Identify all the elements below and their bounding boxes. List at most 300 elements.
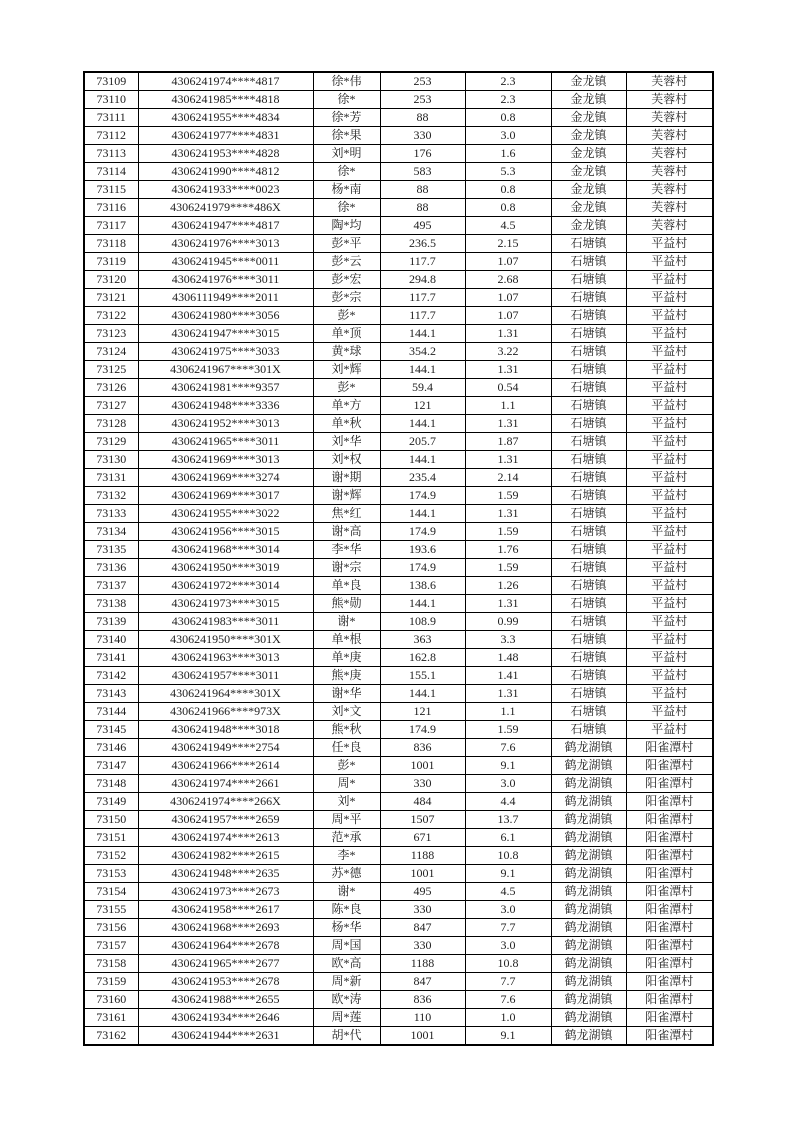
village-cell: 阳雀潭村 <box>626 793 713 811</box>
id-number-cell: 4306241952****3013 <box>138 415 313 433</box>
name-cell: 彭* <box>313 757 380 775</box>
id-number-cell: 4306241953****4828 <box>138 145 313 163</box>
id-number-cell: 4306241947****4817 <box>138 217 313 235</box>
town-cell: 石塘镇 <box>551 271 626 289</box>
village-cell: 平益村 <box>626 541 713 559</box>
table-row <box>84 595 713 613</box>
village-cell: 平益村 <box>626 685 713 703</box>
area-cell: 3.3 <box>465 631 551 649</box>
town-cell: 石塘镇 <box>551 613 626 631</box>
amount-cell: 836 <box>380 739 465 757</box>
amount-cell: 108.9 <box>380 613 465 631</box>
id-number-cell: 4306241968****3014 <box>138 541 313 559</box>
village-cell: 平益村 <box>626 415 713 433</box>
table-row <box>84 955 713 973</box>
id-number-cell: 4306241957****2659 <box>138 811 313 829</box>
table-row <box>84 343 713 361</box>
name-cell: 刘*权 <box>313 451 380 469</box>
area-cell: 3.0 <box>465 127 551 145</box>
serial-number-cell: 73143 <box>84 685 138 703</box>
area-cell: 1.31 <box>465 595 551 613</box>
town-cell: 鹤龙湖镇 <box>551 919 626 937</box>
amount-cell: 583 <box>380 163 465 181</box>
area-cell: 1.31 <box>465 415 551 433</box>
village-cell: 阳雀潭村 <box>626 973 713 991</box>
table-row <box>84 163 713 181</box>
area-cell: 1.6 <box>465 145 551 163</box>
id-number-cell: 4306241974****266X <box>138 793 313 811</box>
amount-cell: 144.1 <box>380 415 465 433</box>
id-number-cell: 4306241933****0023 <box>138 181 313 199</box>
amount-cell: 847 <box>380 973 465 991</box>
amount-cell: 174.9 <box>380 559 465 577</box>
town-cell: 金龙镇 <box>551 145 626 163</box>
area-cell: 3.0 <box>465 775 551 793</box>
amount-cell: 1188 <box>380 955 465 973</box>
village-cell: 芙蓉村 <box>626 109 713 127</box>
table-row <box>84 487 713 505</box>
town-cell: 石塘镇 <box>551 721 626 739</box>
area-cell: 3.0 <box>465 937 551 955</box>
table-row <box>84 1009 713 1027</box>
area-cell: 1.59 <box>465 487 551 505</box>
id-number-cell: 4306241974****4817 <box>138 72 313 91</box>
serial-number-cell: 73123 <box>84 325 138 343</box>
village-cell: 芙蓉村 <box>626 91 713 109</box>
village-cell: 平益村 <box>626 595 713 613</box>
area-cell: 2.68 <box>465 271 551 289</box>
amount-cell: 176 <box>380 145 465 163</box>
serial-number-cell: 73156 <box>84 919 138 937</box>
area-cell: 3.0 <box>465 901 551 919</box>
town-cell: 石塘镇 <box>551 595 626 613</box>
table-row <box>84 667 713 685</box>
name-cell: 徐* <box>313 163 380 181</box>
town-cell: 石塘镇 <box>551 469 626 487</box>
village-cell: 阳雀潭村 <box>626 901 713 919</box>
amount-cell: 671 <box>380 829 465 847</box>
town-cell: 鹤龙湖镇 <box>551 901 626 919</box>
name-cell: 彭*平 <box>313 235 380 253</box>
name-cell: 欧*高 <box>313 955 380 973</box>
serial-number-cell: 73126 <box>84 379 138 397</box>
village-cell: 芙蓉村 <box>626 72 713 91</box>
town-cell: 石塘镇 <box>551 253 626 271</box>
serial-number-cell: 73115 <box>84 181 138 199</box>
town-cell: 石塘镇 <box>551 559 626 577</box>
town-cell: 鹤龙湖镇 <box>551 793 626 811</box>
name-cell: 陈*良 <box>313 901 380 919</box>
name-cell: 杨*南 <box>313 181 380 199</box>
table-row <box>84 685 713 703</box>
area-cell: 1.87 <box>465 433 551 451</box>
id-number-cell: 4306241956****3015 <box>138 523 313 541</box>
amount-cell: 1001 <box>380 757 465 775</box>
town-cell: 金龙镇 <box>551 109 626 127</box>
amount-cell: 144.1 <box>380 685 465 703</box>
amount-cell: 836 <box>380 991 465 1009</box>
town-cell: 石塘镇 <box>551 541 626 559</box>
area-cell: 1.31 <box>465 685 551 703</box>
area-cell: 1.07 <box>465 307 551 325</box>
village-cell: 阳雀潭村 <box>626 919 713 937</box>
area-cell: 4.5 <box>465 883 551 901</box>
area-cell: 2.3 <box>465 72 551 91</box>
amount-cell: 144.1 <box>380 505 465 523</box>
table-row <box>84 649 713 667</box>
village-cell: 平益村 <box>626 235 713 253</box>
town-cell: 金龙镇 <box>551 72 626 91</box>
amount-cell: 117.7 <box>380 307 465 325</box>
town-cell: 鹤龙湖镇 <box>551 739 626 757</box>
village-cell: 平益村 <box>626 577 713 595</box>
amount-cell: 174.9 <box>380 523 465 541</box>
name-cell: 彭* <box>313 307 380 325</box>
village-cell: 平益村 <box>626 487 713 505</box>
town-cell: 金龙镇 <box>551 181 626 199</box>
area-cell: 1.48 <box>465 649 551 667</box>
serial-number-cell: 73159 <box>84 973 138 991</box>
id-number-cell: 4306241958****2617 <box>138 901 313 919</box>
serial-number-cell: 73119 <box>84 253 138 271</box>
name-cell: 焦*红 <box>313 505 380 523</box>
village-cell: 平益村 <box>626 325 713 343</box>
serial-number-cell: 73148 <box>84 775 138 793</box>
amount-cell: 138.6 <box>380 577 465 595</box>
id-number-cell: 4306241979****486X <box>138 199 313 217</box>
village-cell: 平益村 <box>626 469 713 487</box>
serial-number-cell: 73116 <box>84 199 138 217</box>
village-cell: 平益村 <box>626 451 713 469</box>
serial-number-cell: 73109 <box>84 72 138 91</box>
id-number-cell: 4306241972****3014 <box>138 577 313 595</box>
area-cell: 1.59 <box>465 559 551 577</box>
amount-cell: 495 <box>380 217 465 235</box>
table-row <box>84 703 713 721</box>
table-row <box>84 883 713 901</box>
table-body <box>84 72 713 1045</box>
id-number-cell: 4306241934****2646 <box>138 1009 313 1027</box>
id-number-cell: 4306241973****2673 <box>138 883 313 901</box>
name-cell: 彭*宗 <box>313 289 380 307</box>
name-cell: 任*良 <box>313 739 380 757</box>
name-cell: 周*莲 <box>313 1009 380 1027</box>
area-cell: 13.7 <box>465 811 551 829</box>
table-row <box>84 271 713 289</box>
id-number-cell: 4306111949****2011 <box>138 289 313 307</box>
amount-cell: 1001 <box>380 865 465 883</box>
amount-cell: 121 <box>380 703 465 721</box>
serial-number-cell: 73158 <box>84 955 138 973</box>
serial-number-cell: 73132 <box>84 487 138 505</box>
table-row <box>84 397 713 415</box>
town-cell: 石塘镇 <box>551 667 626 685</box>
village-cell: 平益村 <box>626 649 713 667</box>
serial-number-cell: 73121 <box>84 289 138 307</box>
id-number-cell: 4306241967****301X <box>138 361 313 379</box>
name-cell: 熊*勋 <box>313 595 380 613</box>
table-row <box>84 199 713 217</box>
serial-number-cell: 73155 <box>84 901 138 919</box>
area-cell: 2.14 <box>465 469 551 487</box>
area-cell: 2.15 <box>465 235 551 253</box>
amount-cell: 144.1 <box>380 451 465 469</box>
village-cell: 芙蓉村 <box>626 217 713 235</box>
name-cell: 徐* <box>313 91 380 109</box>
name-cell: 单*庚 <box>313 649 380 667</box>
id-number-cell: 4306241983****3011 <box>138 613 313 631</box>
town-cell: 石塘镇 <box>551 523 626 541</box>
town-cell: 石塘镇 <box>551 235 626 253</box>
village-cell: 平益村 <box>626 613 713 631</box>
name-cell: 熊*庚 <box>313 667 380 685</box>
name-cell: 单*方 <box>313 397 380 415</box>
town-cell: 石塘镇 <box>551 325 626 343</box>
town-cell: 石塘镇 <box>551 487 626 505</box>
amount-cell: 144.1 <box>380 361 465 379</box>
town-cell: 鹤龙湖镇 <box>551 955 626 973</box>
amount-cell: 330 <box>380 937 465 955</box>
table-row <box>84 739 713 757</box>
id-number-cell: 4306241982****2615 <box>138 847 313 865</box>
table-row <box>84 1027 713 1046</box>
area-cell: 9.1 <box>465 865 551 883</box>
town-cell: 石塘镇 <box>551 307 626 325</box>
town-cell: 鹤龙湖镇 <box>551 937 626 955</box>
area-cell: 1.31 <box>465 505 551 523</box>
town-cell: 鹤龙湖镇 <box>551 883 626 901</box>
table-row <box>84 973 713 991</box>
area-cell: 1.07 <box>465 253 551 271</box>
name-cell: 彭* <box>313 379 380 397</box>
name-cell: 谢*华 <box>313 685 380 703</box>
serial-number-cell: 73111 <box>84 109 138 127</box>
name-cell: 熊*秋 <box>313 721 380 739</box>
village-cell: 阳雀潭村 <box>626 883 713 901</box>
id-number-cell: 4306241974****2661 <box>138 775 313 793</box>
serial-number-cell: 73127 <box>84 397 138 415</box>
village-cell: 阳雀潭村 <box>626 775 713 793</box>
area-cell: 1.59 <box>465 721 551 739</box>
table-row <box>84 181 713 199</box>
area-cell: 9.1 <box>465 757 551 775</box>
serial-number-cell: 73139 <box>84 613 138 631</box>
area-cell: 1.1 <box>465 397 551 415</box>
id-number-cell: 4306241968****2693 <box>138 919 313 937</box>
amount-cell: 253 <box>380 72 465 91</box>
name-cell: 单*顶 <box>313 325 380 343</box>
amount-cell: 484 <box>380 793 465 811</box>
area-cell: 4.4 <box>465 793 551 811</box>
serial-number-cell: 73128 <box>84 415 138 433</box>
village-cell: 阳雀潭村 <box>626 811 713 829</box>
id-number-cell: 4306241975****3033 <box>138 343 313 361</box>
table-row <box>84 451 713 469</box>
town-cell: 石塘镇 <box>551 649 626 667</box>
serial-number-cell: 73110 <box>84 91 138 109</box>
town-cell: 金龙镇 <box>551 127 626 145</box>
amount-cell: 193.6 <box>380 541 465 559</box>
name-cell: 徐*芳 <box>313 109 380 127</box>
village-cell: 阳雀潭村 <box>626 865 713 883</box>
village-cell: 平益村 <box>626 379 713 397</box>
amount-cell: 236.5 <box>380 235 465 253</box>
village-cell: 芙蓉村 <box>626 163 713 181</box>
amount-cell: 121 <box>380 397 465 415</box>
serial-number-cell: 73124 <box>84 343 138 361</box>
serial-number-cell: 73138 <box>84 595 138 613</box>
town-cell: 石塘镇 <box>551 703 626 721</box>
amount-cell: 330 <box>380 775 465 793</box>
id-number-cell: 4306241945****0011 <box>138 253 313 271</box>
name-cell: 周*新 <box>313 973 380 991</box>
serial-number-cell: 73162 <box>84 1027 138 1046</box>
name-cell: 周* <box>313 775 380 793</box>
serial-number-cell: 73133 <box>84 505 138 523</box>
table-row <box>84 865 713 883</box>
amount-cell: 330 <box>380 901 465 919</box>
table-row <box>84 469 713 487</box>
name-cell: 谢*期 <box>313 469 380 487</box>
table-row <box>84 307 713 325</box>
id-number-cell: 4306241966****973X <box>138 703 313 721</box>
id-number-cell: 4306241948****3018 <box>138 721 313 739</box>
amount-cell: 162.8 <box>380 649 465 667</box>
town-cell: 石塘镇 <box>551 343 626 361</box>
id-number-cell: 4306241988****2655 <box>138 991 313 1009</box>
town-cell: 石塘镇 <box>551 289 626 307</box>
amount-cell: 88 <box>380 109 465 127</box>
name-cell: 徐*果 <box>313 127 380 145</box>
data-table <box>83 71 714 1046</box>
amount-cell: 174.9 <box>380 487 465 505</box>
village-cell: 平益村 <box>626 253 713 271</box>
village-cell: 平益村 <box>626 667 713 685</box>
amount-cell: 330 <box>380 127 465 145</box>
id-number-cell: 4306241950****3019 <box>138 559 313 577</box>
id-number-cell: 4306241981****9357 <box>138 379 313 397</box>
id-number-cell: 4306241969****3274 <box>138 469 313 487</box>
table-row <box>84 379 713 397</box>
area-cell: 1.0 <box>465 1009 551 1027</box>
table-row <box>84 721 713 739</box>
serial-number-cell: 73145 <box>84 721 138 739</box>
town-cell: 石塘镇 <box>551 415 626 433</box>
table-row <box>84 937 713 955</box>
name-cell: 谢* <box>313 613 380 631</box>
area-cell: 0.8 <box>465 109 551 127</box>
name-cell: 周*平 <box>313 811 380 829</box>
town-cell: 鹤龙湖镇 <box>551 811 626 829</box>
serial-number-cell: 73154 <box>84 883 138 901</box>
name-cell: 徐*伟 <box>313 72 380 91</box>
village-cell: 平益村 <box>626 289 713 307</box>
amount-cell: 1188 <box>380 847 465 865</box>
village-cell: 平益村 <box>626 271 713 289</box>
village-cell: 平益村 <box>626 523 713 541</box>
area-cell: 0.8 <box>465 199 551 217</box>
table-row <box>84 631 713 649</box>
name-cell: 黄*球 <box>313 343 380 361</box>
serial-number-cell: 73118 <box>84 235 138 253</box>
id-number-cell: 4306241990****4812 <box>138 163 313 181</box>
serial-number-cell: 73131 <box>84 469 138 487</box>
table-row <box>84 541 713 559</box>
id-number-cell: 4306241965****3011 <box>138 433 313 451</box>
serial-number-cell: 73137 <box>84 577 138 595</box>
serial-number-cell: 73147 <box>84 757 138 775</box>
amount-cell: 1507 <box>380 811 465 829</box>
town-cell: 石塘镇 <box>551 685 626 703</box>
village-cell: 平益村 <box>626 433 713 451</box>
area-cell: 3.22 <box>465 343 551 361</box>
table-row <box>84 433 713 451</box>
town-cell: 石塘镇 <box>551 433 626 451</box>
village-cell: 芙蓉村 <box>626 127 713 145</box>
serial-number-cell: 73152 <box>84 847 138 865</box>
village-cell: 平益村 <box>626 631 713 649</box>
town-cell: 鹤龙湖镇 <box>551 775 626 793</box>
town-cell: 鹤龙湖镇 <box>551 991 626 1009</box>
table-row <box>84 72 713 91</box>
id-number-cell: 4306241969****3017 <box>138 487 313 505</box>
amount-cell: 88 <box>380 199 465 217</box>
table-row <box>84 289 713 307</box>
village-cell: 阳雀潭村 <box>626 1027 713 1046</box>
village-cell: 芙蓉村 <box>626 145 713 163</box>
town-cell: 金龙镇 <box>551 217 626 235</box>
village-cell: 平益村 <box>626 397 713 415</box>
table-row <box>84 847 713 865</box>
village-cell: 阳雀潭村 <box>626 847 713 865</box>
amount-cell: 117.7 <box>380 289 465 307</box>
table-row <box>84 829 713 847</box>
id-number-cell: 4306241980****3056 <box>138 307 313 325</box>
id-number-cell: 4306241949****2754 <box>138 739 313 757</box>
amount-cell: 235.4 <box>380 469 465 487</box>
table-row <box>84 901 713 919</box>
table-row <box>84 361 713 379</box>
area-cell: 2.3 <box>465 91 551 109</box>
town-cell: 鹤龙湖镇 <box>551 1027 626 1046</box>
area-cell: 9.1 <box>465 1027 551 1046</box>
name-cell: 单*良 <box>313 577 380 595</box>
town-cell: 鹤龙湖镇 <box>551 847 626 865</box>
area-cell: 1.59 <box>465 523 551 541</box>
name-cell: 周*国 <box>313 937 380 955</box>
serial-number-cell: 73117 <box>84 217 138 235</box>
village-cell: 芙蓉村 <box>626 199 713 217</box>
village-cell: 芙蓉村 <box>626 181 713 199</box>
id-number-cell: 4306241973****3015 <box>138 595 313 613</box>
serial-number-cell: 73149 <box>84 793 138 811</box>
serial-number-cell: 73113 <box>84 145 138 163</box>
area-cell: 1.26 <box>465 577 551 595</box>
village-cell: 平益村 <box>626 703 713 721</box>
amount-cell: 363 <box>380 631 465 649</box>
id-number-cell: 4306241950****301X <box>138 631 313 649</box>
name-cell: 李*华 <box>313 541 380 559</box>
table-row <box>84 775 713 793</box>
name-cell: 李* <box>313 847 380 865</box>
serial-number-cell: 73140 <box>84 631 138 649</box>
name-cell: 胡*代 <box>313 1027 380 1046</box>
amount-cell: 155.1 <box>380 667 465 685</box>
serial-number-cell: 73160 <box>84 991 138 1009</box>
id-number-cell: 4306241964****2678 <box>138 937 313 955</box>
id-number-cell: 4306241976****3013 <box>138 235 313 253</box>
table-row <box>84 523 713 541</box>
